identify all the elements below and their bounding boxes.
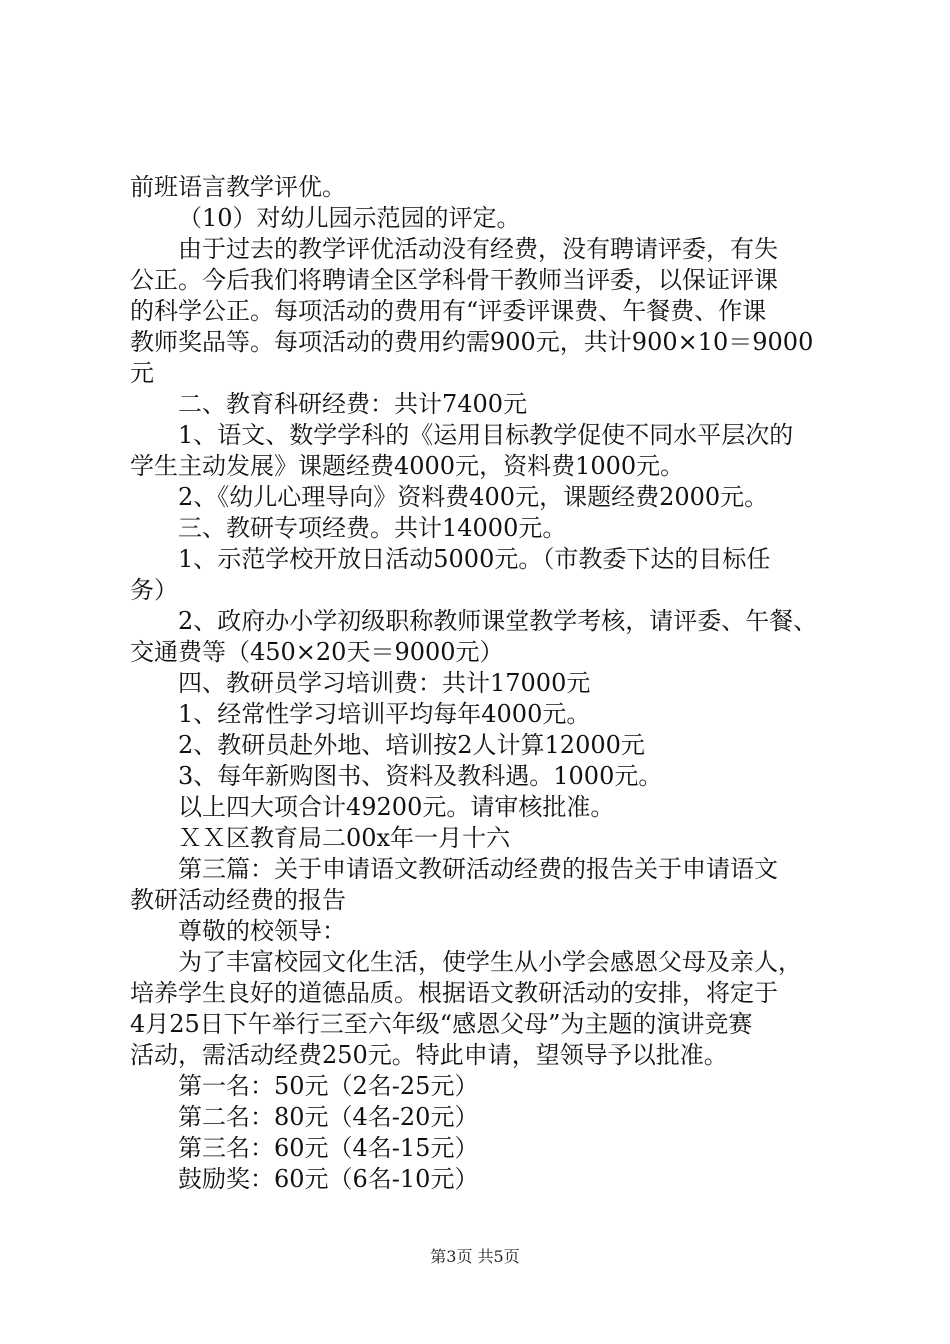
- text-line: 第三篇：关于申请语文教研活动经费的报告关于申请语文: [178, 855, 778, 883]
- text-line: 学生主动发展》课题经费4000元，资料费1000元。: [130, 452, 685, 480]
- page-footer: 第3页 共5页: [430, 1247, 520, 1266]
- text-line: 1、语文、数学学科的《运用目标教学促使不同水平层次的: [178, 421, 794, 449]
- text-line: 四、教研员学习培训费：共计17000元: [178, 669, 591, 697]
- document-body: [130, 172, 830, 1195]
- text-line: （10）对幼儿园示范园的评定。: [178, 204, 521, 232]
- text-line: 的科学公正。每项活动的费用有“评委评课费、午餐费、作课: [130, 297, 767, 325]
- text-line: 3、每年新购图书、资料及教科遇。1000元。: [178, 762, 663, 790]
- text-line: 教师奖品等。每项活动的费用约需900元，共计900×10＝9000: [130, 328, 814, 356]
- text-line: 前班语言教学评优。: [130, 173, 346, 201]
- text-line: 三、教研专项经费。共计14000元。: [178, 514, 567, 542]
- text-line: 4月25日下午举行三至六年级“感恩父母”为主题的演讲竞赛: [130, 1010, 753, 1038]
- text-line: 尊敬的校领导：: [178, 917, 346, 945]
- text-line: 2、政府办小学初级职称教师课堂教学考核，请评委、午餐、: [178, 607, 818, 635]
- text-line: 第一名：50元（2名-25元）: [178, 1072, 479, 1100]
- text-line: 1、经常性学习培训平均每年4000元。: [178, 700, 591, 728]
- text-line: 为了丰富校园文化生活，使学生从小学会感恩父母及亲人，: [178, 948, 802, 976]
- text-line: 教研活动经费的报告: [130, 886, 346, 914]
- text-line: 1、示范学校开放日活动5000元。（市教委下达的目标任: [178, 545, 771, 573]
- text-line: 二、教育科研经费：共计7400元: [178, 390, 528, 418]
- text-line: 由于过去的教学评优活动没有经费，没有聘请评委，有失: [178, 235, 778, 263]
- text-line: 务）: [130, 576, 178, 604]
- text-line: 鼓励奖：60元（6名-10元）: [178, 1165, 479, 1193]
- text-line: 交通费等（450×20天＝9000元）: [130, 638, 504, 666]
- text-line: 活动，需活动经费250元。特此申请，望领导予以批准。: [130, 1041, 728, 1069]
- text-line: 2、《幼儿心理导向》资料费400元，课题经费2000元。: [178, 483, 769, 511]
- text-line: 2、教研员赴外地、培训按2人计算12000元: [178, 731, 645, 759]
- text-line: 培养学生良好的道德品质。根据语文教研活动的安排，将定于: [130, 979, 778, 1007]
- text-line: 第三名：60元（4名-15元）: [178, 1134, 479, 1162]
- text-line: 公正。今后我们将聘请全区学科骨干教师当评委，以保证评课: [130, 266, 778, 294]
- text-line: 第二名：80元（4名-20元）: [178, 1103, 479, 1131]
- text-line: 元: [130, 359, 154, 387]
- text-line: ＸＸ区教育局二00x年一月十六: [178, 824, 511, 852]
- text-line: 以上四大项合计49200元。请审核批准。: [178, 793, 615, 821]
